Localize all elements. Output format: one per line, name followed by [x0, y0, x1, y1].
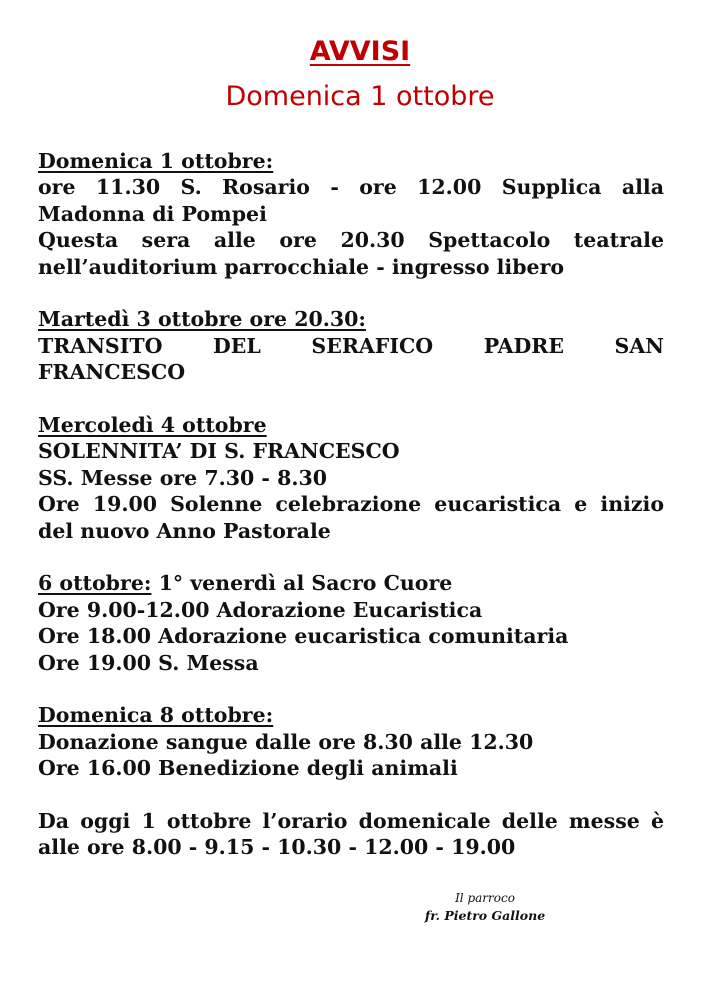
notice-heading: 6 ottobre:: [38, 571, 152, 596]
notice-heading: Domenica 1 ottobre:: [38, 149, 274, 173]
signature-name: fr. Pietro Gallone: [424, 908, 546, 923]
notice-heading-rest: 1° venerdì al Sacro Cuore: [151, 571, 453, 596]
notice-line: Ore 19.00 Solenne celebrazione eucaristica e inizio: [38, 492, 664, 517]
page-subtitle: Domenica 1 ottobre: [225, 81, 495, 112]
notice-line: nell’auditorium parrocchiale - ingresso libero: [38, 254, 565, 279]
notice-line: Ore 18.00 Adorazione eucaristica comunitaria: [38, 624, 569, 649]
notice-line: Da oggi 1 ottobre l’orario domenicale delle messe è: [38, 809, 664, 834]
notices-body: [38, 148, 664, 887]
notice-line: Questa sera alle ore 20.30 Spettacolo teatrale: [38, 228, 664, 253]
notice-wednesday-4: [38, 412, 664, 544]
notice-line: TRANSITO DEL SERAFICO PADRE SAN: [38, 333, 664, 358]
notice-line: FRANCESCO: [38, 360, 186, 385]
notice-line: Ore 19.00 S. Messa: [38, 650, 259, 675]
notice-heading-line: [38, 570, 664, 596]
notice-line: Madonna di Pompei: [38, 201, 267, 226]
notice-friday-6: [38, 570, 664, 676]
signature-role: Il parroco: [455, 891, 515, 905]
notice-line: alle ore 8.00 - 9.15 - 10.30 - 12.00 - 19.00: [38, 835, 516, 860]
notice-tuesday-3: [38, 306, 664, 385]
notice-mass-schedule: [38, 808, 664, 861]
notice-line: SOLENNITA’ DI S. FRANCESCO: [38, 439, 400, 464]
notice-sunday-8: [38, 702, 664, 781]
notice-line: ore 11.30 S. Rosario - ore 12.00 Supplica alla: [38, 175, 664, 200]
notice-heading: Mercoledì 4 ottobre: [38, 413, 267, 438]
notice-sunday-1: [38, 148, 664, 280]
notice-line: del nuovo Anno Pastorale: [38, 518, 331, 543]
notice-line: SS. Messe ore 7.30 - 8.30: [38, 465, 327, 490]
page-title: AVVISI: [309, 36, 411, 67]
notice-line: Donazione sangue dalle ore 8.30 alle 12.30: [38, 729, 534, 754]
signature-block: [400, 890, 570, 924]
notice-line: Ore 9.00-12.00 Adorazione Eucaristica: [38, 597, 483, 622]
notice-line: Ore 16.00 Benedizione degli animali: [38, 756, 458, 781]
notice-heading: Martedì 3 ottobre ore 20.30:: [38, 307, 366, 332]
notice-heading: Domenica 8 ottobre:: [38, 703, 274, 728]
